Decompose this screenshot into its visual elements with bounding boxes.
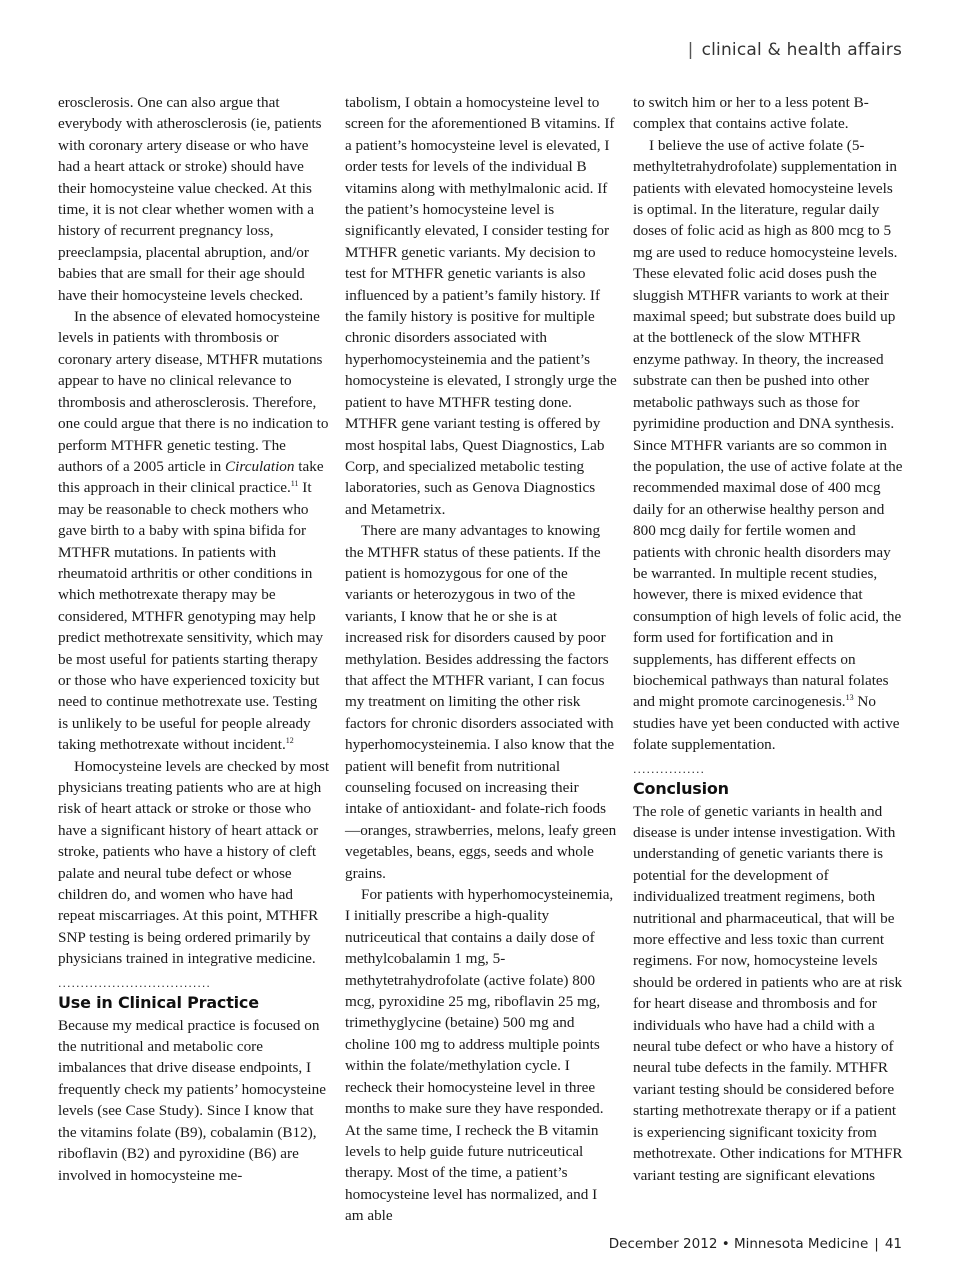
section-label: clinical & health affairs <box>701 40 902 60</box>
paragraph <box>58 306 330 756</box>
paragraph: Homocysteine levels are checked by most physicians treating patients who are at high risk of heart attack or stroke or those who have a significant history of heart attack or stroke, patients who have a history of cleft palate and neural tube defect or whose children do, and women who have had repeat miscarriages. At this point, MTHFR SNP testing is being ordered primarily by physicians trained in integrative medicine. <box>58 757 330 968</box>
section-heading-conclusion: Conclusion <box>633 778 729 798</box>
section-heading-clinical-practice: Use in Clinical Practice <box>58 992 259 1012</box>
reference-11: 11 <box>290 479 299 489</box>
paragraph-text: It may be reasonable to check mothers who gave birth to a baby with spina bifida for MTHFR mutations. In patients with rheumatoid arthritis or other conditions in which methotrexate therapy may be considered, MTHFR genotyping may help predict methotrexate sensitivity, which may be most useful for patients starting therapy or those who have experienced toxicity but need to continue methotrexate use. Testing is unlikely to be useful for people already taking methotrexate without incident. <box>58 479 324 754</box>
header-separator: | <box>687 40 694 60</box>
paragraph: The role of genetic variants in health and disease is under intense investigation. With understanding of genetic variants there is potential for the development of individualized treatment regimens, both nutritional and pharmaceutical, that will be more effective and less toxic than current regimens. For now, homocysteine levels should be ordered in patients who are at risk for heart disease and thrombosis and for individuals who have had a child with a neural tube defect or who have a history of neural tube defects in the family. MTHFR variant testing should be considered before starting methotrexate therapy or if a patient is experiencing significant toxicity from methotrexate. Other indications for MTHFR variant testing are significant elevations <box>633 802 903 1184</box>
footer-separator: | <box>874 1236 879 1252</box>
reference-12: 12 <box>285 736 294 746</box>
paragraph: Because my medical practice is focused on the nutritional and metabolic core imbalances that drive disease endpoints, I frequently check my patients’ homocysteine levels (see Case Study). Since I know that the vitamins folate (B9), cobalamin (B12), riboflavin (B2) and pyroxidine (B6) are involved in homocysteine me- <box>58 1016 326 1184</box>
paragraph: tabolism, I obtain a homocysteine level to screen for the aforementioned B vitamins. If a patient’s homocysteine level is elevated, I order tests for levels of the individual B vitamins along with methylmalonic acid. If the patient’s homocysteine level is significantly elevated, I consider testing for MTHFR genetic variants. My decision to test for MTHFR genetic variants is also influenced by a patient’s family history. If the family history is positive for multiple chronic disorders associated with hyperhomocysteinemia and the patient’s homocysteine is elevated, I strongly urge the patient to have MTHFR testing done. MTHFR gene variant testing is offered by most hospital labs, Quest Diagnostics, Lab Corp, and specialized metabolic testing laboratories, such as Genova Diagnostics and Metametrix. <box>345 94 617 518</box>
reference-13: 13 <box>845 693 854 703</box>
paragraph-text: take this approach in their clinical practice. <box>58 457 324 497</box>
footer-bullet: • <box>721 1236 730 1252</box>
paragraph: erosclerosis. One can also argue that everybody with atherosclerosis (ie, patients with coronary artery disease or who have had a heart attack or stroke) should have their homocysteine value checked. At this time, it is not clear whether women with a history of recurrent pregnancy loss, preeclampsia, placental abruption, and/or babies that are small for their age should have their homocysteine levels checked. <box>58 94 322 304</box>
paragraph-text: No studies have yet been conducted with active folate supplementation. <box>633 693 900 754</box>
section-divider: ................ <box>633 762 705 776</box>
paragraph-text: In the absence of elevated homocysteine levels in patients with thrombosis or coronary artery disease, MTHFR mutations appear to have no clinical relevance to thrombosis and atherosclerosis. Therefore, one could argue that there is no indication to perform MTHFR genetic testing. The authors of a 2005 article in <box>58 308 329 475</box>
page-footer <box>609 1236 902 1252</box>
paragraph: There are many advantages to knowing the MTHFR status of these patients. If the patient is homozygous for one of the variants or heterozygous in two of the variants, I know that he or she is at increased risk for disorders caused by poor methylation. Besides addressing the factors that affect the MTHFR variant, I can focus my treatment on limiting the other risk factors for chronic disorders associated with hyperhomocysteinemia. I also know that the patient will benefit from nutritional counseling focused on increasing their intake of antioxidant- and folate-rich foods—oranges, strawberries, melons, leafy green vegetables, beans, eggs, seeds and whole grains. <box>345 522 617 882</box>
text-column-1 <box>58 92 330 1186</box>
page-number: 41 <box>884 1236 902 1252</box>
paragraph <box>633 135 905 756</box>
text-column-2 <box>345 92 617 1227</box>
journal-title: Circulation <box>225 457 295 475</box>
paragraph: For patients with hyperhomocysteinemia, I initially prescribe a high-quality nutriceutical that contains a daily dose of methylcobalamin 1 mg, 5-methytetrahydrofolate (active folate) 800 mcg, pyroxidine 25 mg, riboflavin 25 mg, trimethyglycine (betaine) 500 mg and choline 100 mg to address multiple points within the folate/methylation cycle. I recheck their homocysteine level in three months to make sure they have responded. At the same time, I recheck the B vitamin levels to help guide future nutriceutical therapy. Most of the time, a patient’s homocysteine level has normalized, and I am able <box>345 886 614 1225</box>
section-divider: .................................. <box>58 976 211 990</box>
paragraph: to switch him or her to a less potent B-complex that contains active folate. <box>633 94 869 133</box>
journal-name: Minnesota Medicine <box>733 1236 869 1252</box>
paragraph-text: I believe the use of active folate (5-methyltetrahydrofolate) supplementation in patients with elevated homocysteine levels is optimal. In the literature, regular daily doses of folic acid as high as 800 mcg to 5 mg are used to reduce homocysteine levels. These elevated folic acid doses push the sluggish MTHFR variants to work at their maximal speed; but substrate does build up at the bottleneck of the slow MTHFR enzyme pathway. In theory, the increased substrate can then be pushed into other metabolic pathways such as those for pyrimidine production and DNA synthesis. Since MTHFR variants are so common in the population, the use of active folate at the recommended maximal dose of 400 mcg daily for an otherwise healthy person and 800 mcg daily for fertile women and patients with chronic health disorders may be warranted. In multiple recent studies, however, there is mixed evidence that consumption of high levels of folic acid, the form used for fortification and in supplements, has different effects on biochemical pathways than natural folates and might promote carcinogenesis. <box>633 136 903 711</box>
text-column-3 <box>633 92 905 1186</box>
issue-date: December 2012 <box>608 1236 718 1252</box>
running-head <box>688 40 902 60</box>
